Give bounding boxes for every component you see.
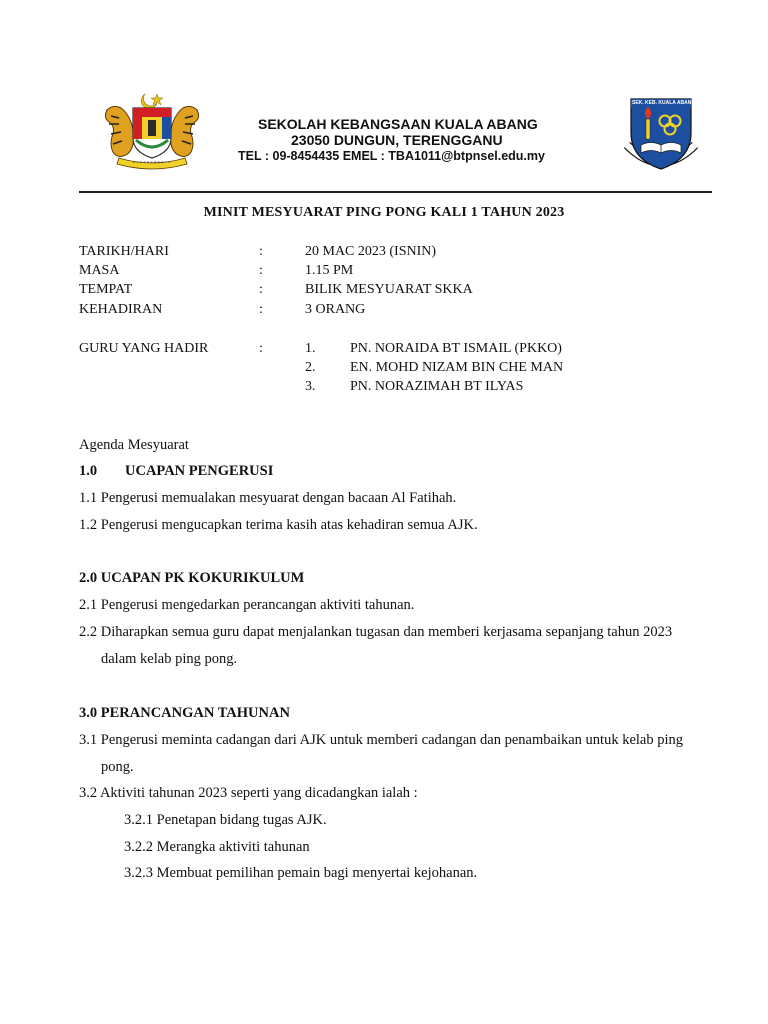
attendees-colon: :: [259, 341, 263, 356]
detail-value-time: 1.15 PM: [305, 263, 354, 278]
agenda-heading: Agenda Mesyuarat: [79, 437, 189, 453]
attendee-name: PN. NORAZIMAH BT ILYAS: [350, 379, 524, 394]
section-3-item-1-cont: pong.: [101, 759, 134, 775]
detail-label-date: TARIKH/HARI: [79, 244, 169, 259]
attendee-name: EN. MOHD NIZAM BIN CHE MAN: [350, 360, 564, 375]
crest-text: SEK. KEB. KUALA ABANG: [632, 100, 696, 106]
school-name: SEKOLAH KEBANGSAAN KUALA ABANG: [258, 116, 538, 132]
attendee-number: 3.: [305, 379, 316, 394]
section-1-item-1: 1.1 Pengerusi memualakan mesyuarat dengan bacaan Al Fatihah.: [79, 490, 457, 506]
attendee-name: PN. NORAIDA BT ISMAIL (PKKO): [350, 341, 562, 356]
detail-value-attendance: 3 ORANG: [305, 302, 366, 317]
detail-colon: :: [259, 282, 263, 297]
section-1-title: UCAPAN PENGERUSI: [125, 463, 274, 479]
section-3-item-2: 3.2 Aktiviti tahunan 2023 seperti yang dicadangkan ialah :: [79, 785, 418, 801]
detail-colon: :: [259, 302, 263, 317]
header-divider: [79, 191, 712, 193]
section-3-subitem-1: 3.2.1 Penetapan bidang tugas AJK.: [124, 812, 327, 828]
attendee-number: 1.: [305, 341, 316, 356]
section-2-title: 2.0 UCAPAN PK KOKURIKULUM: [79, 570, 305, 586]
attendees-label: GURU YANG HADIR: [79, 341, 209, 356]
section-2-item-2: 2.2 Diharapkan semua guru dapat menjalankan tugasan dan memberi kerjasama sepanjang tahun 2023: [79, 624, 673, 640]
detail-value-venue: BILIK MESYUARAT SKKA: [305, 282, 473, 297]
section-3-subitem-3: 3.2.3 Membuat pemilihan pemain bagi menyertai kejohanan.: [124, 865, 478, 881]
malaysia-coat-of-arms-icon: [103, 90, 201, 170]
section-3-title: 3.0 PERANCANGAN TAHUNAN: [79, 705, 290, 721]
detail-label-venue: TEMPAT: [79, 282, 133, 297]
section-1-number: 1.0: [79, 463, 98, 479]
document-title: MINIT MESYUARAT PING PONG KALI 1 TAHUN 2023: [203, 205, 565, 220]
detail-label-attendance: KEHADIRAN: [79, 302, 163, 317]
section-3-subitem-2: 3.2.2 Merangka aktiviti tahunan: [124, 839, 310, 855]
section-2-item-2-cont: dalam kelab ping pong.: [101, 651, 238, 667]
attendee-number: 2.: [305, 360, 316, 375]
detail-colon: :: [259, 263, 263, 278]
detail-label-time: MASA: [79, 263, 120, 278]
school-contact: TEL : 09-8454435 EMEL : TBA1011@btpnsel.edu.my: [238, 149, 545, 163]
detail-colon: :: [259, 244, 263, 259]
section-1-item-2: 1.2 Pengerusi mengucapkan terima kasih atas kehadiran semua AJK.: [79, 517, 478, 533]
detail-value-date: 20 MAC 2023 (ISNIN): [305, 244, 437, 259]
school-address: 23050 DUNGUN, TERENGGANU: [291, 132, 503, 148]
section-3-item-1: 3.1 Pengerusi meminta cadangan dari AJK untuk memberi cadangan dan penambaikan untuk kelab ping: [79, 732, 683, 748]
section-2-item-1: 2.1 Pengerusi mengedarkan perancangan aktiviti tahunan.: [79, 597, 415, 613]
